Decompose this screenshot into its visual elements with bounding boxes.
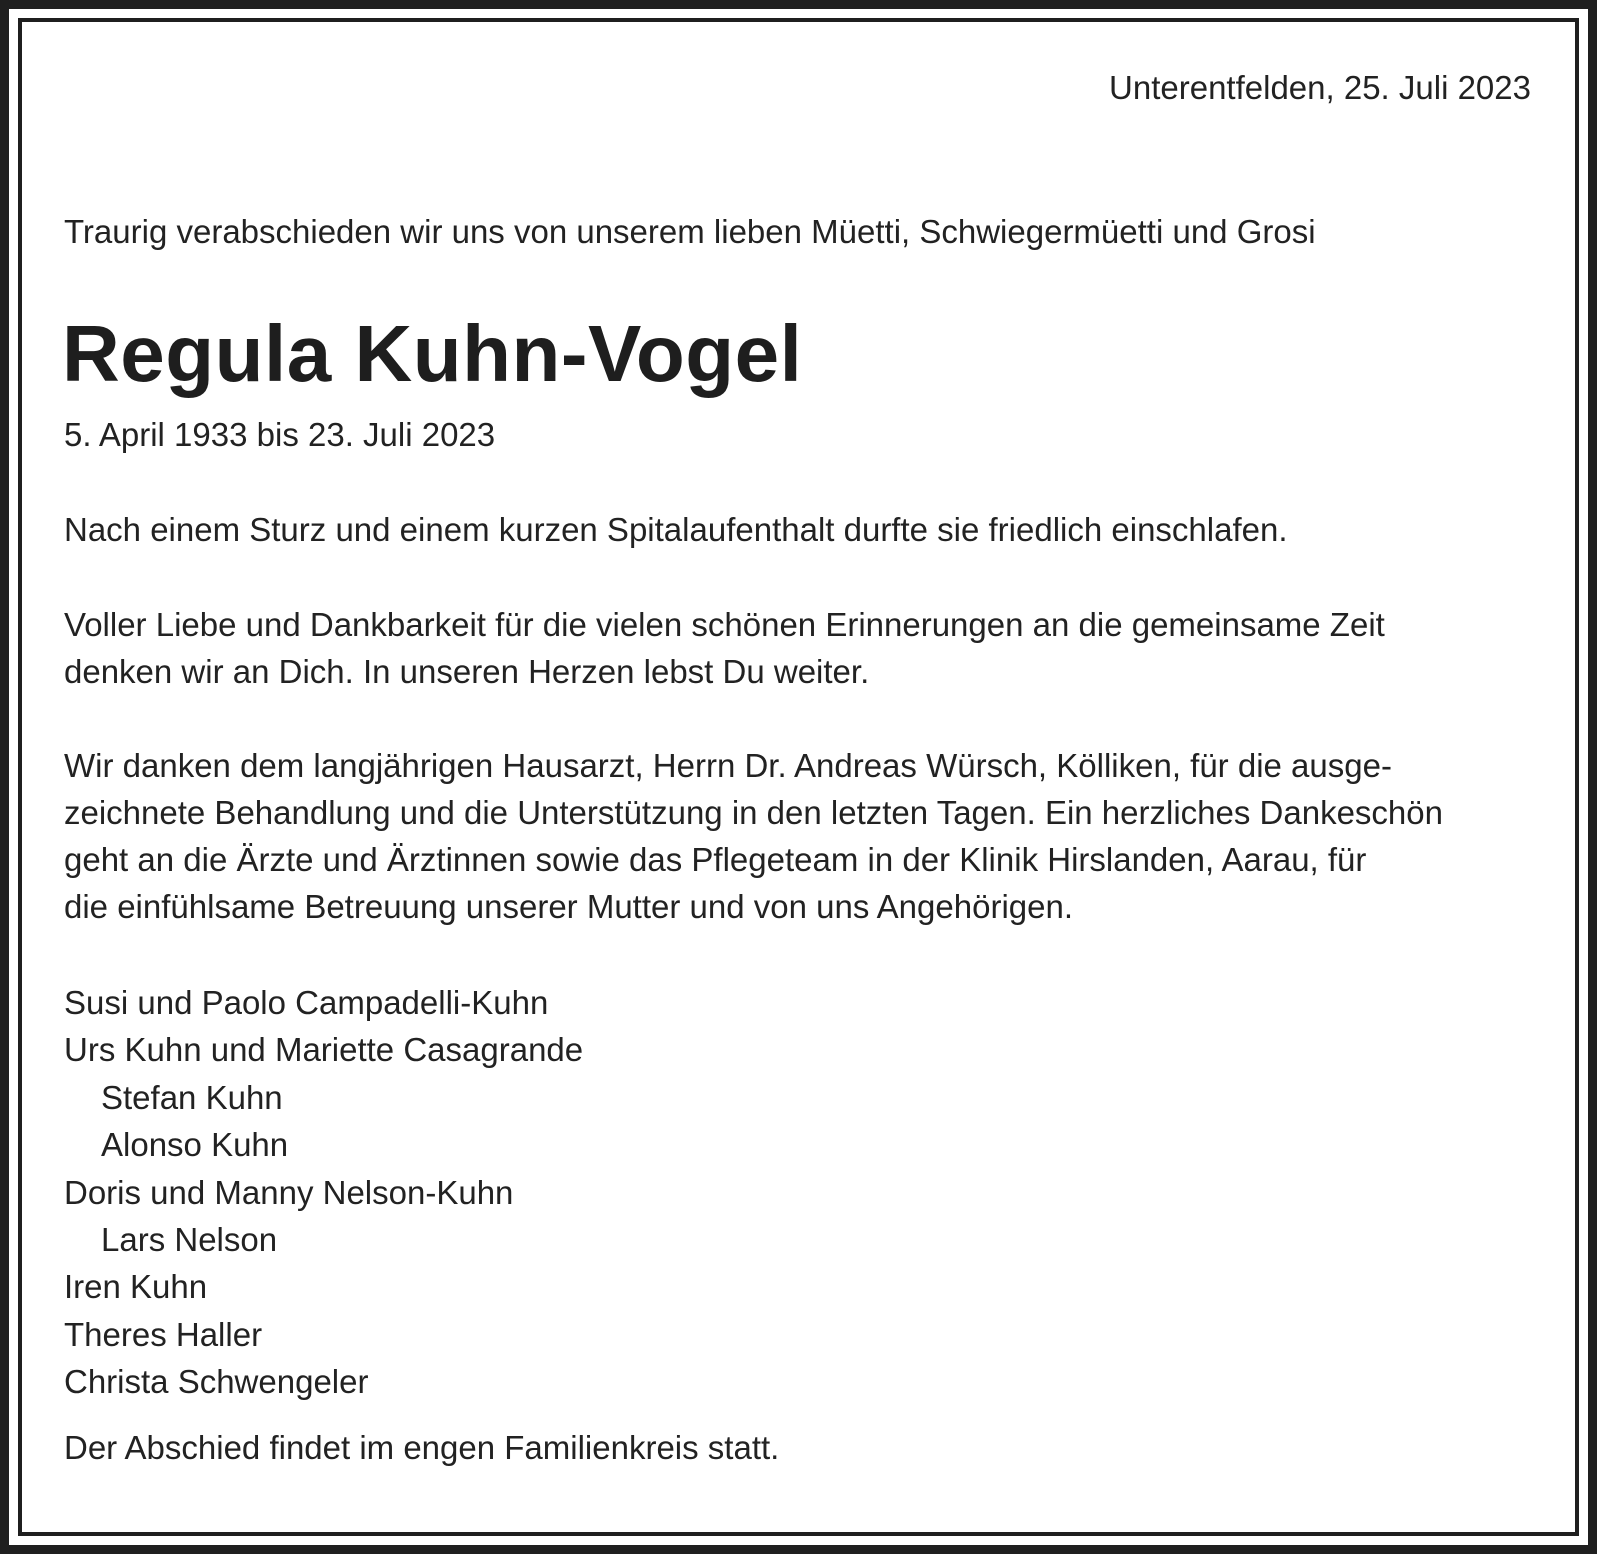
paragraph-line: Voller Liebe und Dankbarkeit für die vielen schönen Erinnerungen an die gemeinsame Zeit: [64, 606, 1385, 643]
paragraph-thanks: [64, 742, 1544, 930]
paragraph-remembrance: [64, 601, 1544, 695]
paragraph-line: zeichnete Behandlung und die Unterstützung in den letzten Tagen. Ein herzliches Dankeschön: [64, 794, 1443, 831]
paragraph-line: Wir danken dem langjährigen Hausarzt, Herrn Dr. Andreas Würsch, Kölliken, für die ausge-: [64, 747, 1392, 784]
mourners-list: [64, 979, 583, 1406]
mourner-name: Urs Kuhn und Mariette Casagrande: [64, 1031, 584, 1069]
mourner-name: Stefan Kuhn: [101, 1078, 283, 1116]
mourner-name: Susi und Paolo Campadelli-Kuhn: [64, 984, 549, 1021]
place-date-line: Unterentfelden, 25. Juli 2023: [1109, 69, 1531, 106]
mourner-name: Alonso Kuhn: [101, 1126, 289, 1164]
deceased-name: Regula Kuhn-Vogel: [62, 309, 803, 398]
paragraph-line: geht an die Ärzte und Ärztinnen sowie das Pflegeteam in der Klinik Hirslanden, Aarau, für: [64, 841, 1367, 878]
mourner-name: Christa Schwengeler: [64, 1363, 369, 1401]
paragraph-passing: [64, 506, 1544, 553]
intro-text: Traurig verabschieden wir uns von unserem lieben Müetti, Schwiegermüetti und Grosi: [64, 213, 1316, 250]
paragraph-line: Nach einem Sturz und einem kurzen Spitalaufenthalt durfte sie friedlich einschlafen.: [64, 511, 1288, 548]
mourner-name: Lars Nelson: [101, 1220, 278, 1258]
closing-note: Der Abschied findet im engen Familienkreis statt.: [64, 1429, 780, 1466]
mourner-name: Theres Haller: [64, 1315, 263, 1353]
mourner-name: Doris und Manny Nelson-Kuhn: [64, 1173, 514, 1211]
lifespan-dates: 5. April 1933 bis 23. Juli 2023: [64, 416, 496, 453]
mourner-name: Iren Kuhn: [64, 1268, 208, 1306]
paragraph-line: denken wir an Dich. In unseren Herzen lebst Du weiter.: [64, 653, 870, 690]
paragraph-line: die einfühlsame Betreuung unserer Mutter und von uns Angehörigen.: [64, 888, 1073, 925]
